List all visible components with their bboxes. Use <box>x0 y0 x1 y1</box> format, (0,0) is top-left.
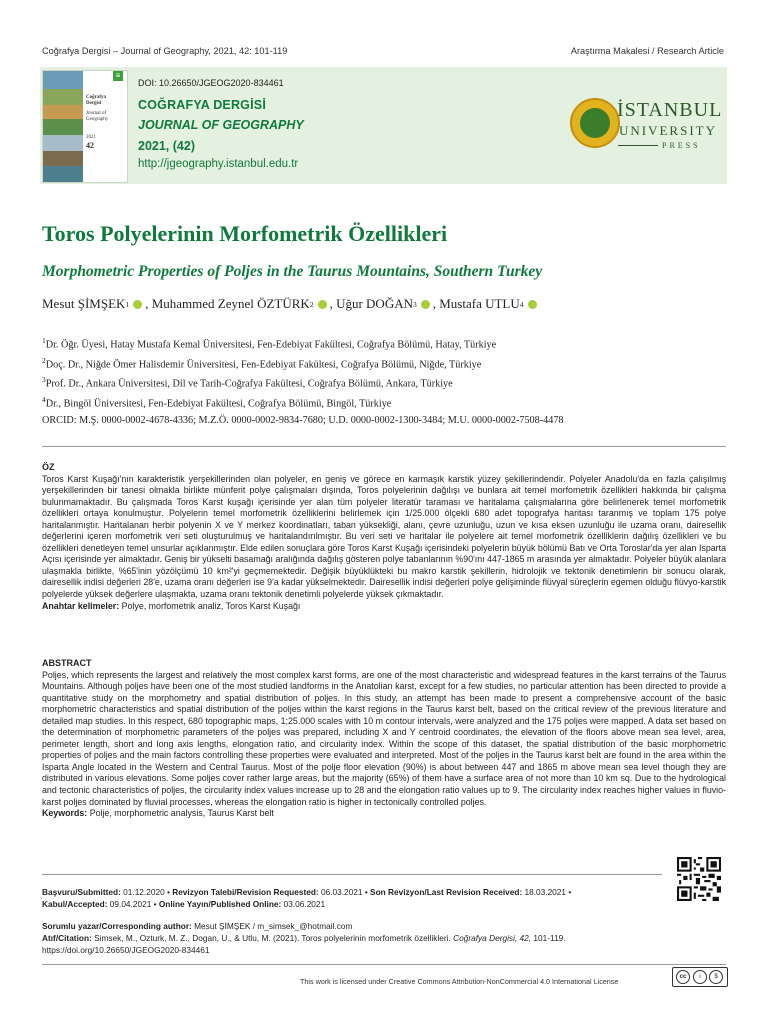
oz-text: Toros Karst Kuşağı'nın karakteristik yerşekillerinden olan polyeler, en geniş ve görece en karmaşık karstik yüzey şekillerindendir. Polyeler Anadolu'da en fazla çalışılmış yerşekillerinden bir tanesi olmakla birlikte münferit polye çalışmaları dışında, Toros polyelerinin dağılışı ve bunlara ait temel morfometrik özellikleri hakkında bir çalışma bulunmamaktadır. Bu çalışmada Toros Karst kuşağı içerisinde yer alan tüm polyeler literatür taraması ve haritalama çalışmalarına göre belirlenerek temel morfometrik özellikleri ortaya konulmuştur. Polyelerin temel morfometrik özelliklerini belirlemek için 1/25.000 ölçekli 680 adet topografya haritası taranmış ve toplam 175 polye haritalanmıştır. Haritalanan herbir polyenin X ve Y merkez koordinatları, taban yüksekliği, alanı, çevre uzunluğu, uzun ve kısa eksen uzunluğu ile uzama oranı, dairesellik değerlerini içeren morfometrik veri seti oluşturulmuş ve haritalandırılmıştır. Bu veri seti ve haritalar ile polyelere ait temel morfometrik özelliklerin dağılış özellikleri ve bu özellikleri denetleyen temel unsurlar açıklanmıştır. Elde edilen sonuçlara göre Toros Karst Kuşağı içerisindeki polyelerin büyük bölümü Batı ve Orta Toroslar'da yer alan Isparta Açısı içerisinde yer almaktadır. Geniş bir yükselti basamağı aralığında dağılış gösteren polye tabanlarının %90'ını 447-1865 m arasında yer almaktadır. Polyeler büyük alanlara ulaşmakla birlikte, %65'inin yözölçümü 10 km²'yi geçmemektedir. Değişik büyüklükteki bu makro karstik şekillerin, hidrolojik ve tektonik denetimlerin bir sonucu olarak, dairesellik indisi değerleri 28'e, uzama oranı değerleri ise 9'a kadar yükselmektedir. Dairesellik indisi değerleri polye gelişiminde flüvyal süreçlerin egemen olduğu flüvyo-karstik polyelerde yüksek değerlere ulaşmakta, uzama oranı tektonik denetimli polyelerde yüksek çıkmaktadır. <box>42 473 727 600</box>
author-list: Mesut ŞİMŞEK 1 , Muhammed Zeynel ÖZTÜRK 2 , Uğur DOĞAN 3 , Mustafa UTLU 4 <box>42 296 540 312</box>
affiliation-list <box>42 333 496 411</box>
qr-code-icon[interactable] <box>677 857 721 901</box>
journal-name-en: JOURNAL OF GEOGRAPHY <box>138 118 304 132</box>
abstract-keywords: Keywords: Polje, morphometric analysis, Taurus Karst belt <box>42 808 274 819</box>
doi-label: DOI: 10.26650/JGEOG2020-834461 <box>138 78 284 88</box>
orcid-icon[interactable] <box>421 300 430 309</box>
running-header-right: Araştırma Makalesi / Research Article <box>570 46 724 56</box>
affiliation-item: $^1$Dr. Öğr. Üyesi, Hatay Mustafa Kemal Üniversitesi, Fen-Edebiyat Fakültesi, Coğrafya Bölümü, Hatay, Türkiye <box>42 336 497 351</box>
cc-license-icon[interactable]: cc i $ <box>672 967 728 987</box>
oz-keywords: Anahtar kelimeler: Polye, morfometrik analiz, Toros Karst Kuşağı <box>42 600 301 611</box>
divider <box>42 446 726 447</box>
correspondence-block: Sorumlu yazar/Corresponding author: Mesut ŞİMŞEK / m_simsek_@hotmail.com Atıf/Citation: Simsek, M., Ozturk, M. Z., Dogan, U., & Utlu, M. (2021). Toros polyelerinin morfometrik özellikleri. Coğrafya Dergisi, 42, 101-119. https://doi.org/10.26650/JGEOG2020-834461 <box>42 921 566 955</box>
orcid-icon[interactable] <box>133 300 142 309</box>
abstract-text: Poljes, which represents the largest and relatively the most complex karst forms, are one of the most characteristic and widespread features in the karst terrains of the Taurus Mountains. Although poljes have been one of the most studied landforms in the Anatolian karst, except for a few studies, no particular attention has been directed to provide a quantitative study on the morphometry and spatial distribution of poljes. In this study, an attempt has been made to present a comprehensive account of the basic morphometric characteristics and spatial distribution of the poljes within the karst regions in the Taurus karst belt, based on the critical review of the previous literature and detailed map studies. In this respect, 680 topographic maps, 1;25.000 scales with 10 m contour intervals, were analyzed and the 175 poljes were mapped. A data set based on the determination of morphometric parameters of the poljes was prepared, including X and Y centroid coordinates, the elevation of the floors above mean sea level, area, perimeter length, short and long axis lengths, elongation ratio, and circularity index. Within the scope of this dataset, the spatial distribution of the basic morphometric properties of poljes and the main factors controlling these properties were evaluated and interpreted. Most of the poljes in the Taurus karst belt are found in the area within the Isparta Angle located in the Western and Central Taurus. Most of the polje floor elevation (90%) is about between 447 and 1865 m above mean sea level though they are distributed in various elevations. Some poljes cover rather large areas, but the majority (65%) of them have a surface area of not more than 10 km sq. Due to the hydrological and tectonic characteristics of poljes, the circularity index values increase up to 28 and the elongation ratio values up to 9. The circularity index reaches higher values in fluvio-karst poljes dominated by fluvial processes, whereas the elongation ratio is higher in tectonically controlled poljes. <box>42 669 726 807</box>
author-name: Mesut ŞİMŞEK <box>42 296 126 311</box>
article-subtitle: Morphometric Properties of Poljes in the Taurus Mountains, Southern Turkey <box>42 263 543 280</box>
oz-heading: ÖZ <box>42 462 55 472</box>
author-name: Muhammed Zeynel ÖZTÜRK <box>151 296 310 311</box>
journal-name-tr: COĞRAFYA DERGİSİ <box>138 98 266 112</box>
affiliation-item: $^4$Dr., Bingöl Üniversitesi, Fen-Edebiyat Fakültesi, Coğrafya Bölümü, Bingöl, Türkiye <box>42 394 392 410</box>
abstract-heading: ABSTRACT <box>42 658 92 668</box>
journal-cover-image: Coğrafya Dergisi Journal of Geography 2021 42 <box>42 70 128 183</box>
author-name: Mustafa UTLU <box>439 296 520 311</box>
license-text: This work is licensed under Creative Commons Attribution-NonCommercial 4.0 International License <box>300 977 619 986</box>
publisher-logo-rule <box>618 145 658 146</box>
publisher-logo-line2: UNIVERSITY <box>619 123 717 138</box>
citation-doi-link[interactable]: https://doi.org/10.26650/JGEOG2020-834461 <box>42 945 210 955</box>
running-header-left: Coğrafya Dergisi – Journal of Geography, 2021, 42: 101-119 <box>42 46 288 56</box>
abstract-section <box>42 658 726 820</box>
affiliation-item: $^2$Doç. Dr., Niğde Ömer Halisdemir Üniversitesi, Fen-Edebiyat Fakültesi, Coğrafya Bölümü, Niğde, Türkiye <box>42 355 482 370</box>
submission-dates: Başvuru/Submitted: 01.12.2020 • Revizyon Talebi/Revision Requested: 06.03.2021 • Son Revizyon/Last Revision Received: 18.03.2021 • Kabul/Accepted: 09.04.2021 • Online Yayın/Published Online: 03.06.2021 <box>42 887 572 909</box>
doi-icon: ≡ <box>113 71 123 81</box>
publisher-logo-line1: İSTANBUL <box>617 99 723 121</box>
orcid-icon[interactable] <box>528 300 537 309</box>
author-name: Uğur DOĞAN <box>336 296 413 311</box>
article-title: Toros Polyelerinin Morfometrik Özellikleri <box>42 221 448 246</box>
orcid-icon[interactable] <box>318 300 327 309</box>
journal-volume: 2021, (42) <box>138 139 195 153</box>
divider <box>42 874 662 875</box>
orcid-line: ORCID: M.Ş. 0000-0002-4678-4336; M.Z.Ö. 0000-0002-9834-7680; U.D. 0000-0002-1300-3484; M.U. 0000-0002-7508-4478 <box>42 415 564 426</box>
oz-section <box>42 462 726 612</box>
affiliation-item: $^3$Prof. Dr., Ankara Üniversitesi, Dil ve Tarih-Coğrafya Fakültesi, Coğrafya Bölümü, Ankara, Türkiye <box>42 375 453 390</box>
publisher-logo-line3: PRESS <box>662 141 701 150</box>
journal-url-link[interactable]: http://jgeography.istanbul.edu.tr <box>138 158 299 170</box>
divider <box>42 964 726 965</box>
university-seal-logo <box>570 98 620 148</box>
